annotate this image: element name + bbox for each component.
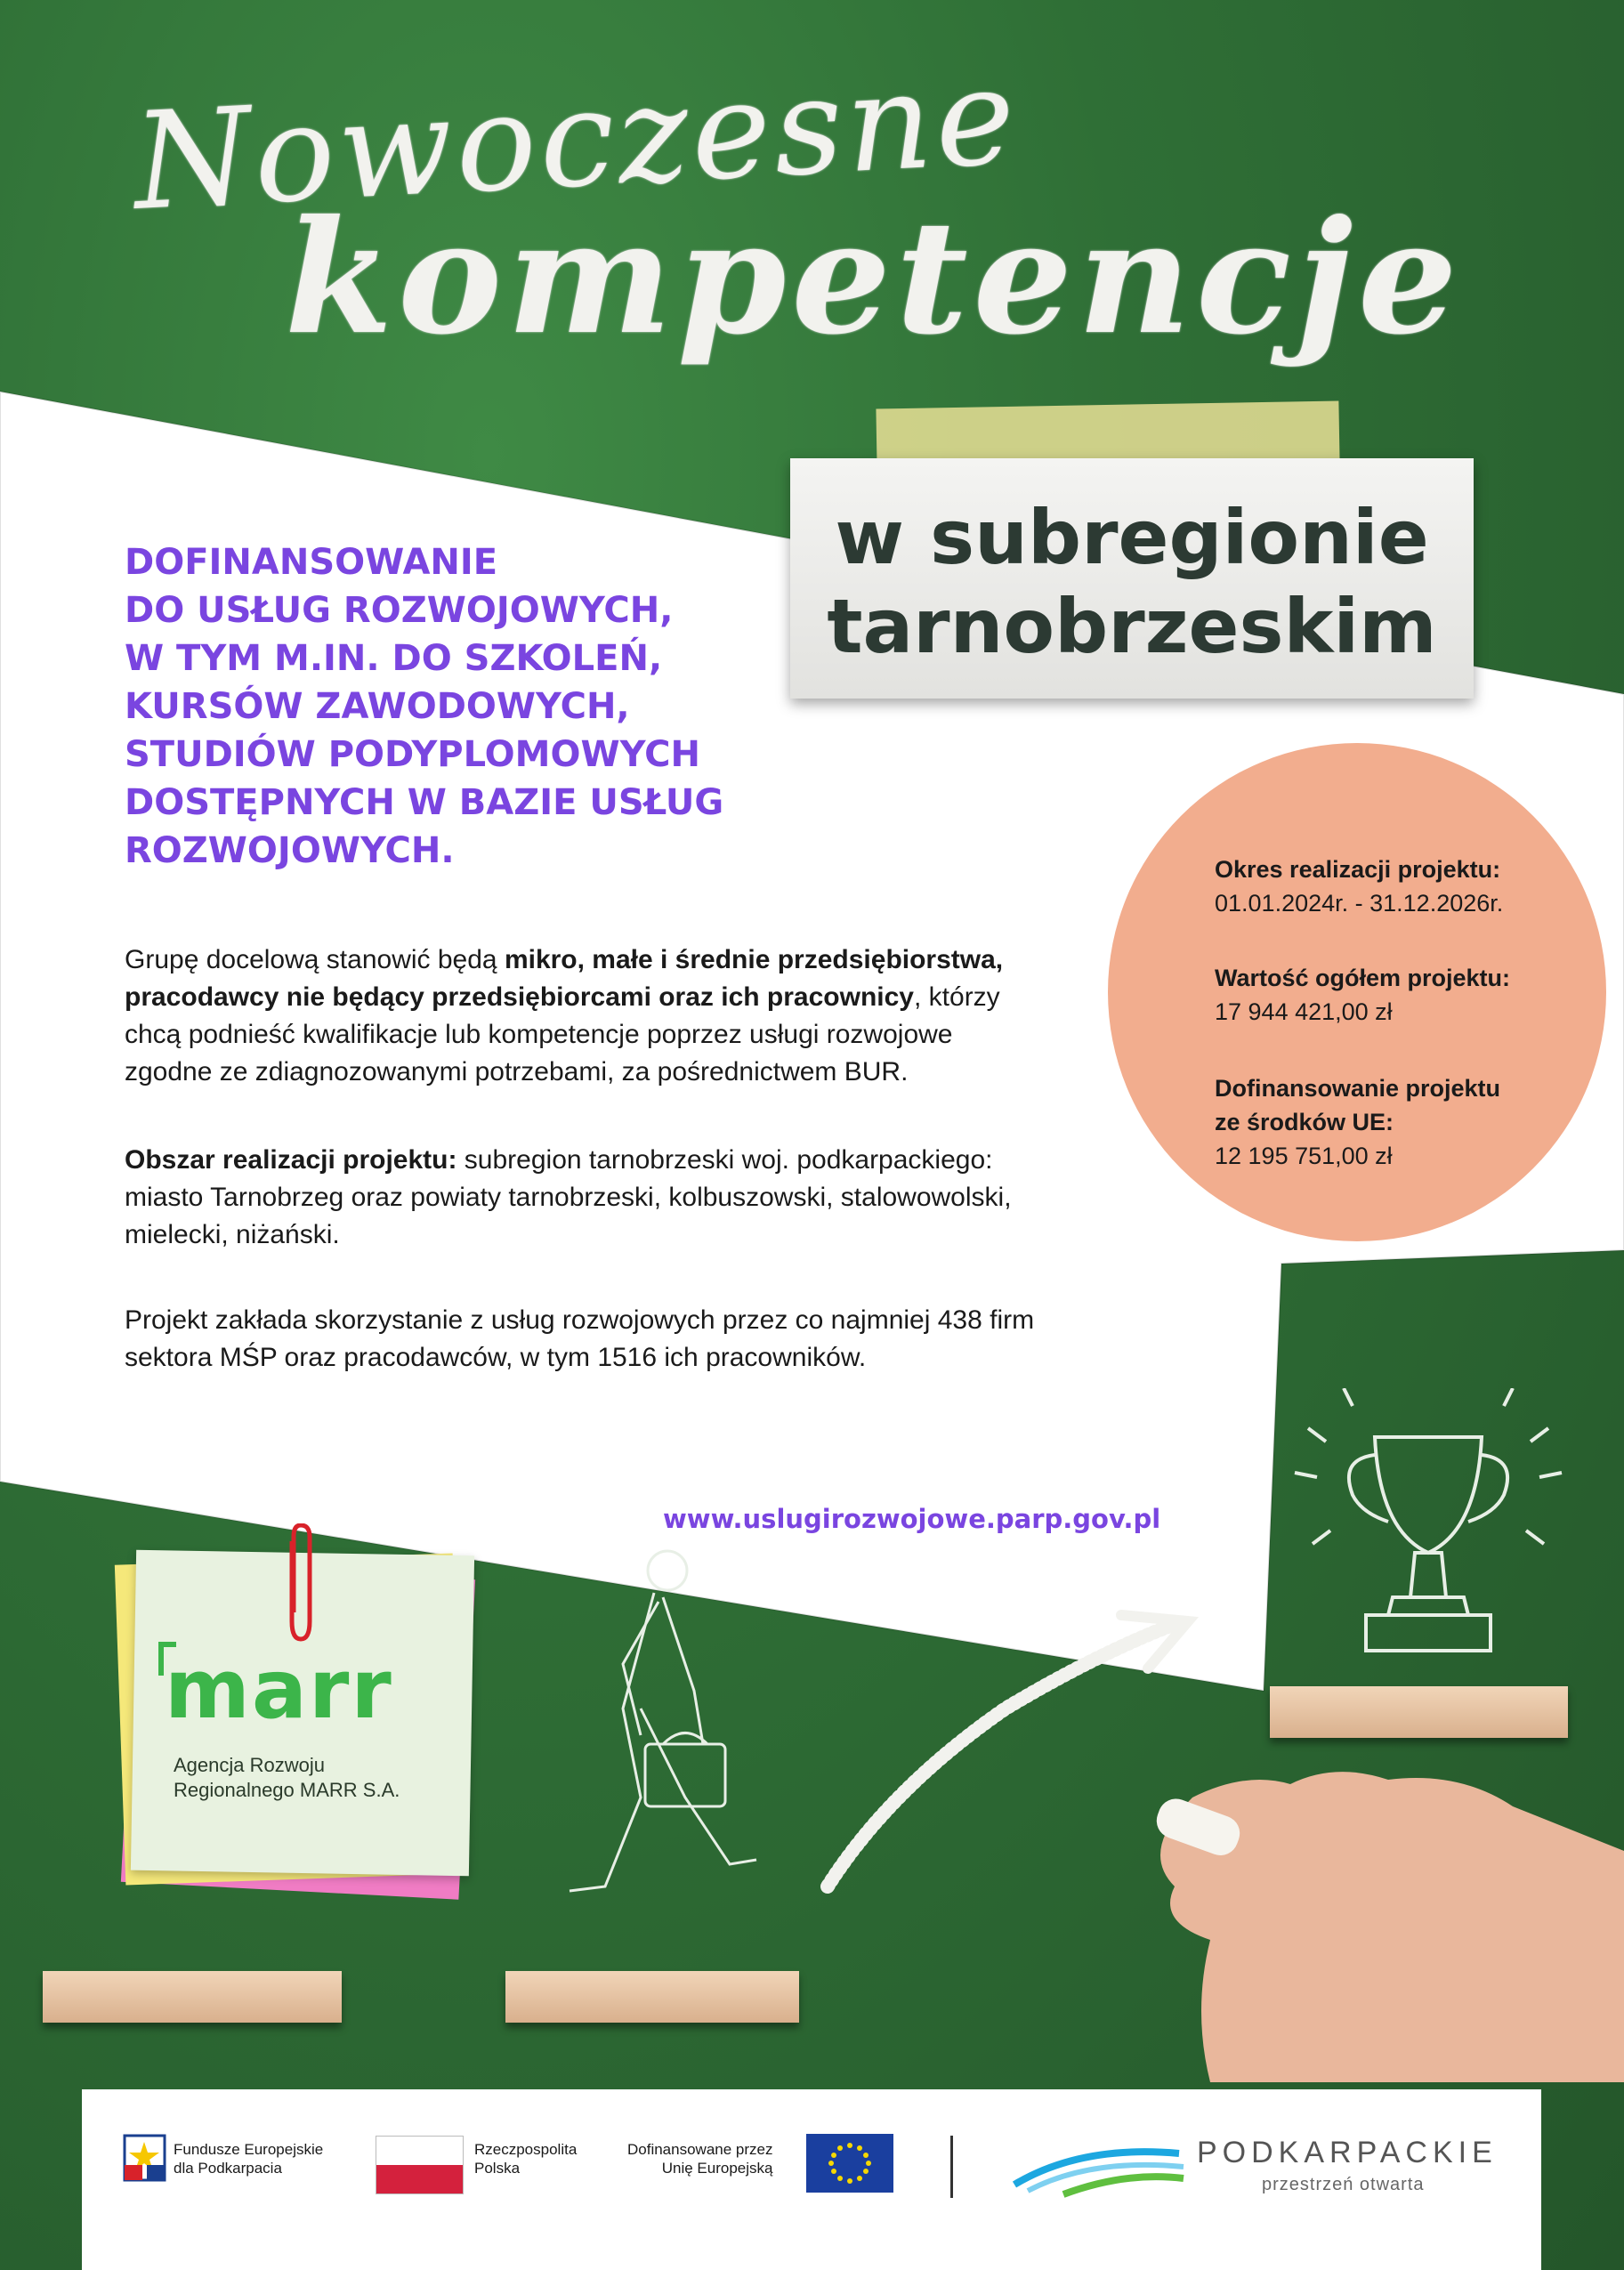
paragraph-area xyxy=(125,1142,1148,1254)
hand-icon xyxy=(1151,1772,1624,2082)
bold-text: pracodawcy nie będący przedsiębiorcami oraz ich pracownicy xyxy=(125,982,914,1012)
eu-cofinanced-label xyxy=(627,2140,772,2177)
text: miasto Tarnobrzeg oraz powiaty tarnobrzeski, kolbuszowski, stalowowolski, xyxy=(125,1183,1012,1212)
podkarpackie-logo-icon xyxy=(1010,2136,1188,2198)
info-value: 17 944 421,00 zł xyxy=(1215,998,1393,1025)
text: Grupę docelową stanowić będą xyxy=(125,945,505,974)
marr-subtitle-line: Agencja Rozwoju xyxy=(174,1754,325,1776)
chalk-arrow-icon xyxy=(828,1624,1175,1886)
footer-text: Dofinansowane przez xyxy=(627,2141,773,2158)
headline-line: DO USŁUG ROZWOJOWYCH, xyxy=(125,590,674,631)
marr-subtitle-line: Regionalnego MARR S.A. xyxy=(174,1779,400,1801)
headline-line: DOSTĘPNYCH W BAZIE USŁUG xyxy=(125,782,724,823)
text: chcą podnieść kwalifikacje lub kompetencje poprzez usługi rozwojowe xyxy=(125,1020,953,1049)
wooden-step xyxy=(43,1971,342,2023)
footer-text: Unię Europejską xyxy=(661,2160,773,2177)
text: zgodne ze zdiagnozowanymi potrzebami, za pośrednictwem BUR. xyxy=(125,1057,909,1087)
footer-text: Fundusze Europejskie xyxy=(174,2141,324,2158)
footer-text: Polska xyxy=(474,2160,521,2177)
info-total xyxy=(1215,961,1510,1029)
bold-text: mikro, małe i średnie przedsiębiorstwa, xyxy=(504,945,1004,974)
footer-text: dla Podkarpacia xyxy=(174,2160,282,2177)
poland-flag-icon xyxy=(376,2136,464,2194)
headline xyxy=(125,538,854,875)
footer-text: Rzeczpospolita xyxy=(474,2141,578,2158)
headline-line: W TYM M.IN. DO SZKOLEŃ, xyxy=(125,638,663,679)
podkarpackie-label: PODKARPACKIE xyxy=(1197,2136,1498,2169)
info-eu xyxy=(1215,1071,1500,1173)
text: mielecki, niżański. xyxy=(125,1220,340,1249)
eu-funds-label xyxy=(174,2140,323,2177)
info-period xyxy=(1215,852,1503,920)
wooden-step xyxy=(1270,1686,1568,1738)
card-line-1: w subregionie xyxy=(835,494,1429,581)
subtitle-card xyxy=(790,458,1474,699)
bold-text: Obszar realizacji projektu: xyxy=(125,1145,457,1175)
info-label: Wartość ogółem projektu: xyxy=(1215,965,1511,991)
paragraph-target-group xyxy=(125,941,1148,1091)
marr-logo: marr xyxy=(165,1642,393,1737)
eu-funds-logo-icon xyxy=(120,2131,169,2185)
info-value: 01.01.2024r. - 31.12.2026r. xyxy=(1215,890,1504,917)
info-label: Dofinansowanie projektu xyxy=(1215,1075,1501,1102)
walking-man-icon xyxy=(570,1551,756,1891)
footer-divider xyxy=(950,2136,953,2198)
website-link[interactable]: www.uslugirozwojowe.parp.gov.pl xyxy=(663,1504,1161,1534)
text: sektora MŚP oraz pracodawców, w tym 1516 ich pracowników. xyxy=(125,1343,867,1372)
card-line-2: tarnobrzeskim xyxy=(827,583,1437,670)
info-label: ze środków UE: xyxy=(1215,1109,1394,1135)
headline-line: DOFINANSOWANIE xyxy=(125,542,498,583)
headline-line: STUDIÓW PODYPLOMOWYCH xyxy=(125,734,700,775)
text: , którzy xyxy=(914,982,1000,1012)
paragraph-scope xyxy=(125,1302,1148,1377)
poland-label xyxy=(474,2140,577,2177)
title-line-1: Nowoczesne xyxy=(130,39,1022,240)
info-label: Okres realizacji projektu: xyxy=(1215,856,1501,883)
eu-flag-icon xyxy=(806,2134,893,2193)
info-value: 12 195 751,00 zł xyxy=(1215,1143,1393,1169)
trophy-icon xyxy=(1295,1388,1562,1651)
title-line-2: kompetencje xyxy=(285,187,1463,369)
headline-line: ROZWOJOWYCH. xyxy=(125,830,455,871)
text: Projekt zakłada skorzystanie z usług rozwojowych przez co najmniej 438 firm xyxy=(125,1305,1035,1335)
wooden-step xyxy=(505,1971,799,2023)
text: subregion tarnobrzeski woj. podkarpackiego: xyxy=(456,1145,993,1175)
headline-line: KURSÓW ZAWODOWYCH, xyxy=(125,686,630,727)
podkarpackie-tagline: przestrzeń otwarta xyxy=(1262,2175,1425,2194)
